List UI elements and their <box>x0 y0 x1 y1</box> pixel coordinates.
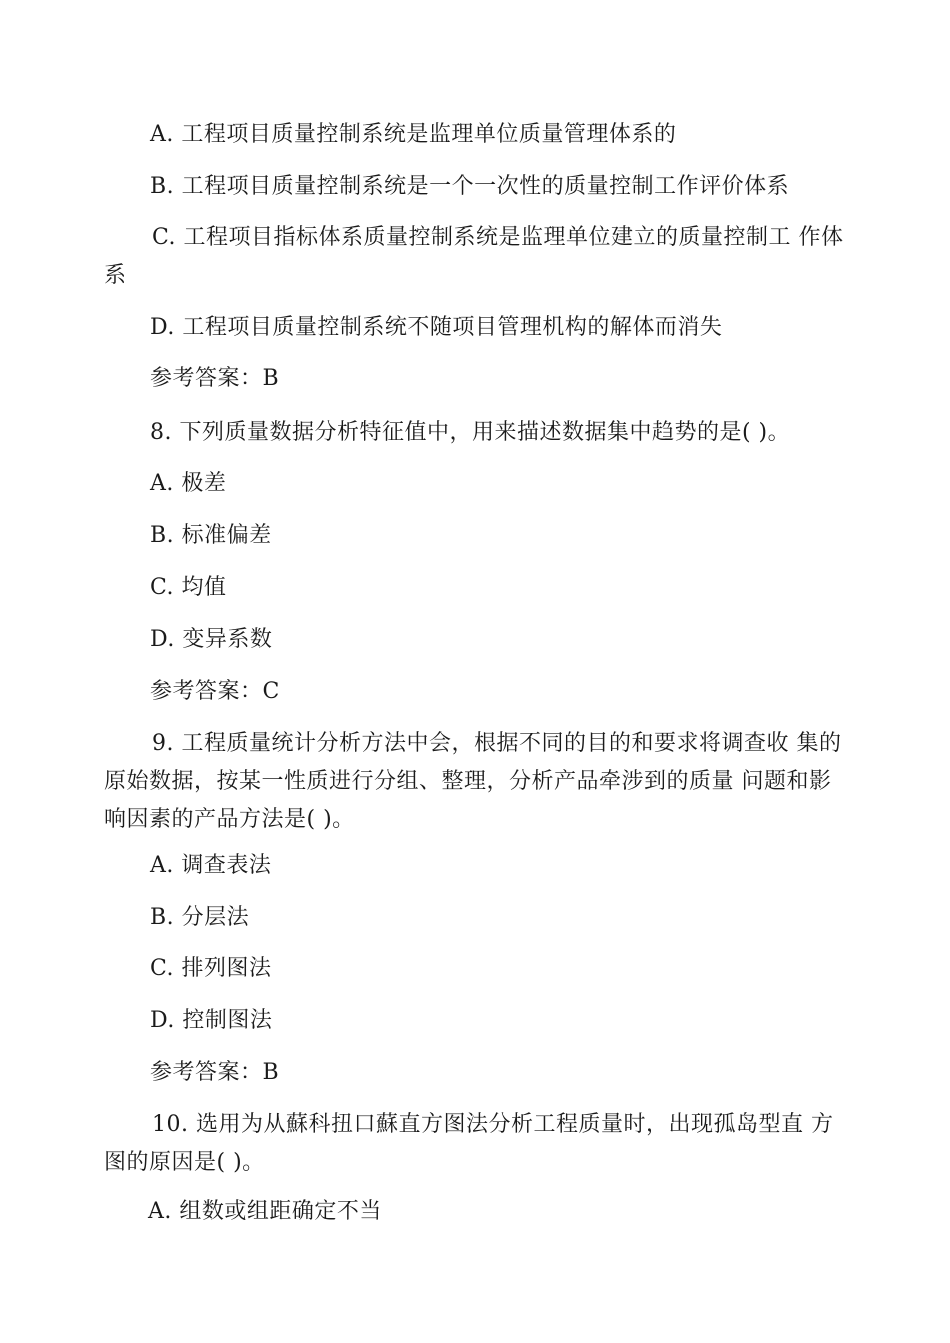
q8-question: 8. 下列质量数据分析特征值中，用来描述数据集中趋势的是( )。 <box>150 420 791 445</box>
q10-question: 10. 选用为从蘇科扭口蘇直方图法分析工程质量时，出现孤岛型直 方图的原因是( )。 <box>104 1112 834 1175</box>
q8-option-c: C. 均值 <box>150 575 227 600</box>
q8-option-b: B. 标准偏差 <box>150 523 272 548</box>
q7-option-d: D. 工程项目质量控制系统不随项目管理机构的解体而消失 <box>150 315 723 340</box>
q9-question: 9. 工程质量统计分析方法中会，根据不同的目的和要求将调查收 集的原始数据，按某一性质进行分组、整理，分析产品牵涉到的质量 问题和影响因素的产品方法是( )。 <box>104 731 842 832</box>
q10-option-a: A. 组数或组距确定不当 <box>148 1199 382 1224</box>
q9-option-d: D. 控制图法 <box>150 1008 273 1033</box>
q7-answer: 参考答案：B <box>150 366 280 391</box>
q9-answer: 参考答案：B <box>150 1060 280 1085</box>
q7-option-a: A. 工程项目质量控制系统是监理单位质量管理体系的 <box>150 122 677 147</box>
q8-option-a: A. 极差 <box>150 471 227 496</box>
q7-option-b: B. 工程项目质量控制系统是一个一次性的质量控制工作评价体系 <box>150 174 790 199</box>
q8-option-d: D. 变异系数 <box>150 627 273 652</box>
q9-option-c: C. 排列图法 <box>150 956 272 981</box>
q7-option-c: C. 工程项目指标体系质量控制系统是监理单位建立的质量控制工 作体系 <box>104 225 844 288</box>
q8-answer: 参考答案：C <box>150 679 280 704</box>
q9-option-a: A. 调查表法 <box>150 853 272 878</box>
q9-option-b: B. 分层法 <box>150 905 250 930</box>
